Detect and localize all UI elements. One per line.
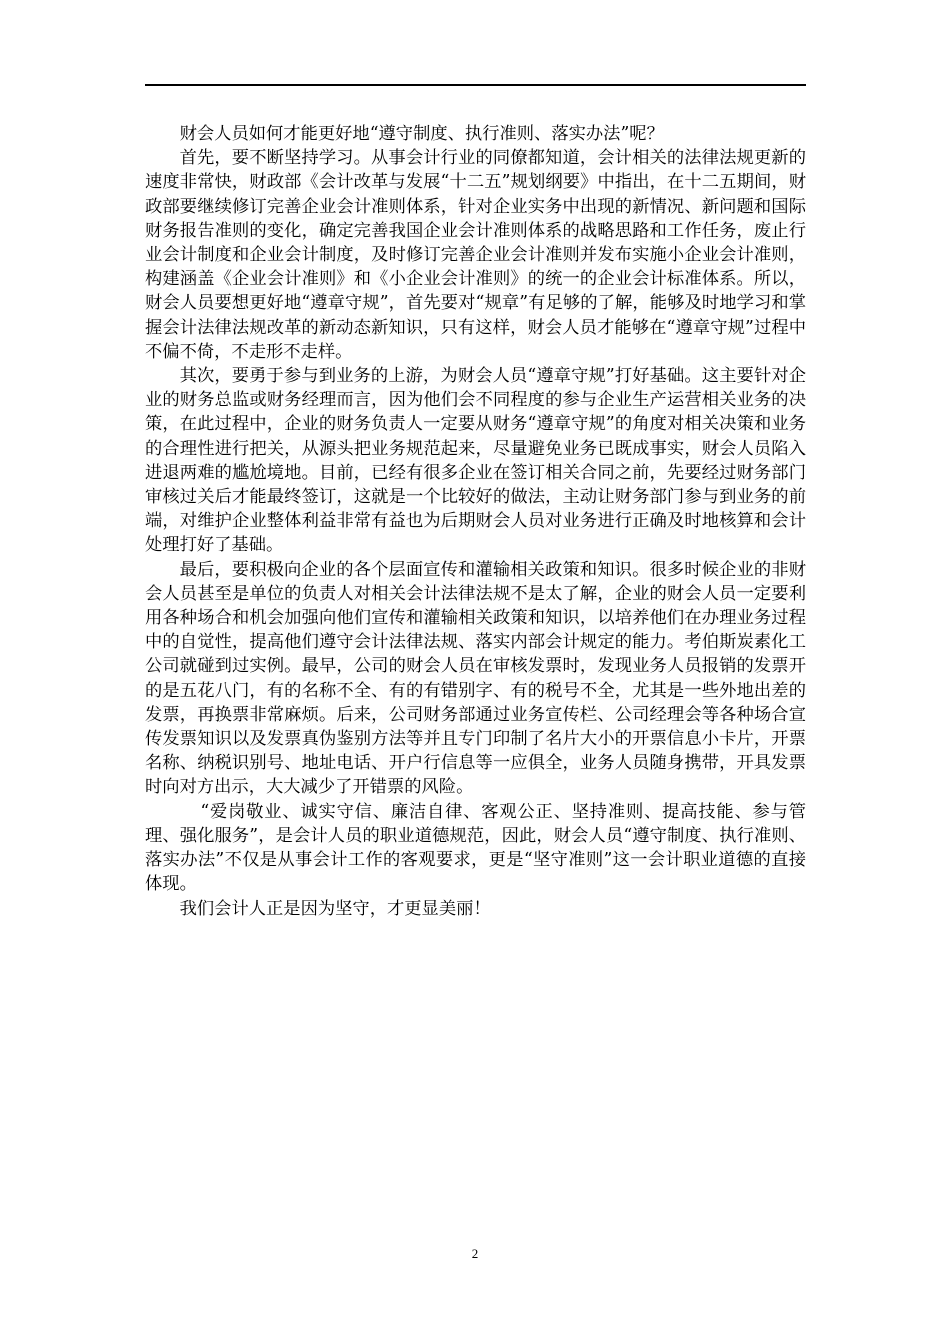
paragraph-second-point: 其次，要勇于参与到业务的上游，为财会人员“遵章守规”打好基础。这主要针对企业的财务总监或财务经理而言，因为他们会不同程度的参与企业生产运营相关业务的决策，在此过程中，企业的财务负责人一定要从财务“遵章守规”的角度对相关决策和业务的合理性进行把关，从源头把业务规范起来，尽量避免业务已既成事实，财会人员陷入进退两难的尴尬境地。目前，已经有很多企业在签订相关合同之前，先要经过财务部门审核过关后才能最终签订，这就是一个比较好的做法，主动让财务部门参与到业务的前端，对维护企业整体利益非常有益也为后期财会人员对业务进行正确及时地核算和会计处理打好了基础。 <box>145 366 806 556</box>
paragraph-ethics: “爱岗敬业、诚实守信、廉洁自律、客观公正、坚持准则、提高技能、参与管理、强化服务”，是会计人员的职业道德规范，因此，财会人员“遵守制度、执行准则、落实办法”不仅是从事会计工作的客观要求，更是“坚守准则”这一会计职业道德的直接体现。 <box>145 801 806 895</box>
document-body <box>145 122 806 921</box>
page-number: 2 <box>471 1246 479 1261</box>
paragraph-first-point: 首先，要不断坚持学习。从事会计行业的同僚都知道，会计相关的法律法规更新的速度非常快，财政部《会计改革与发展“十二五”规划纲要》中指出，在十二五期间，财政部要继续修订完善企业会计准则体系，针对企业实务中出现的新情况、新问题和国际财务报告准则的变化，确定完善我国企业会计准则体系的战略思路和工作任务，废止行业会计制度和企业会计制度，及时修订完善企业会计准则并发布实施小企业会计准则，构建涵盖《企业会计准则》和《小企业会计准则》的统一的企业会计标准体系。所以，财会人员要想更好地“遵章守规”，首先要对“规章”有足够的了解，能够及时地学习和掌握会计法律法规改革的新动态新知识，只有这样，财会人员才能够在“遵章守规”过程中不偏不倚，不走形不走样。 <box>145 148 806 362</box>
paragraph-third-point: 最后，要积极向企业的各个层面宣传和灌输相关政策和知识。很多时候企业的非财会人员甚至是单位的负责人对相关会计法律法规不是太了解，企业的财会人员一定要利用各种场合和机会加强向他们宣传和灌输相关政策和知识，以培养他们在办理业务过程中的自觉性，提高他们遵守会计法律法规、落实内部会计规定的能力。考伯斯炭素化工公司就碰到过实例。最早，公司的财会人员在审核发票时，发现业务人员报销的发票开的是五花八门，有的名称不全、有的有错别字、有的税号不全，尤其是一些外地出差的发票，再换票非常麻烦。后来，公司财务部通过业务宣传栏、公司经理会等各种场合宣传发票知识以及发票真伪鉴别方法等并且专门印制了名片大小的开票信息小卡片，开票名称、纳税识别号、地址电话、开户行信息等一应俱全，业务人员随身携带，开具发票时向对方出示，大大减少了开错票的风险。 <box>145 559 806 798</box>
paragraph-conclusion: 我们会计人正是因为坚守，才更显美丽！ <box>179 898 491 919</box>
paragraph-question: 财会人员如何才能更好地“遵守制度、执行准则、落实办法”呢？ <box>179 124 664 144</box>
header-rule <box>145 84 806 86</box>
